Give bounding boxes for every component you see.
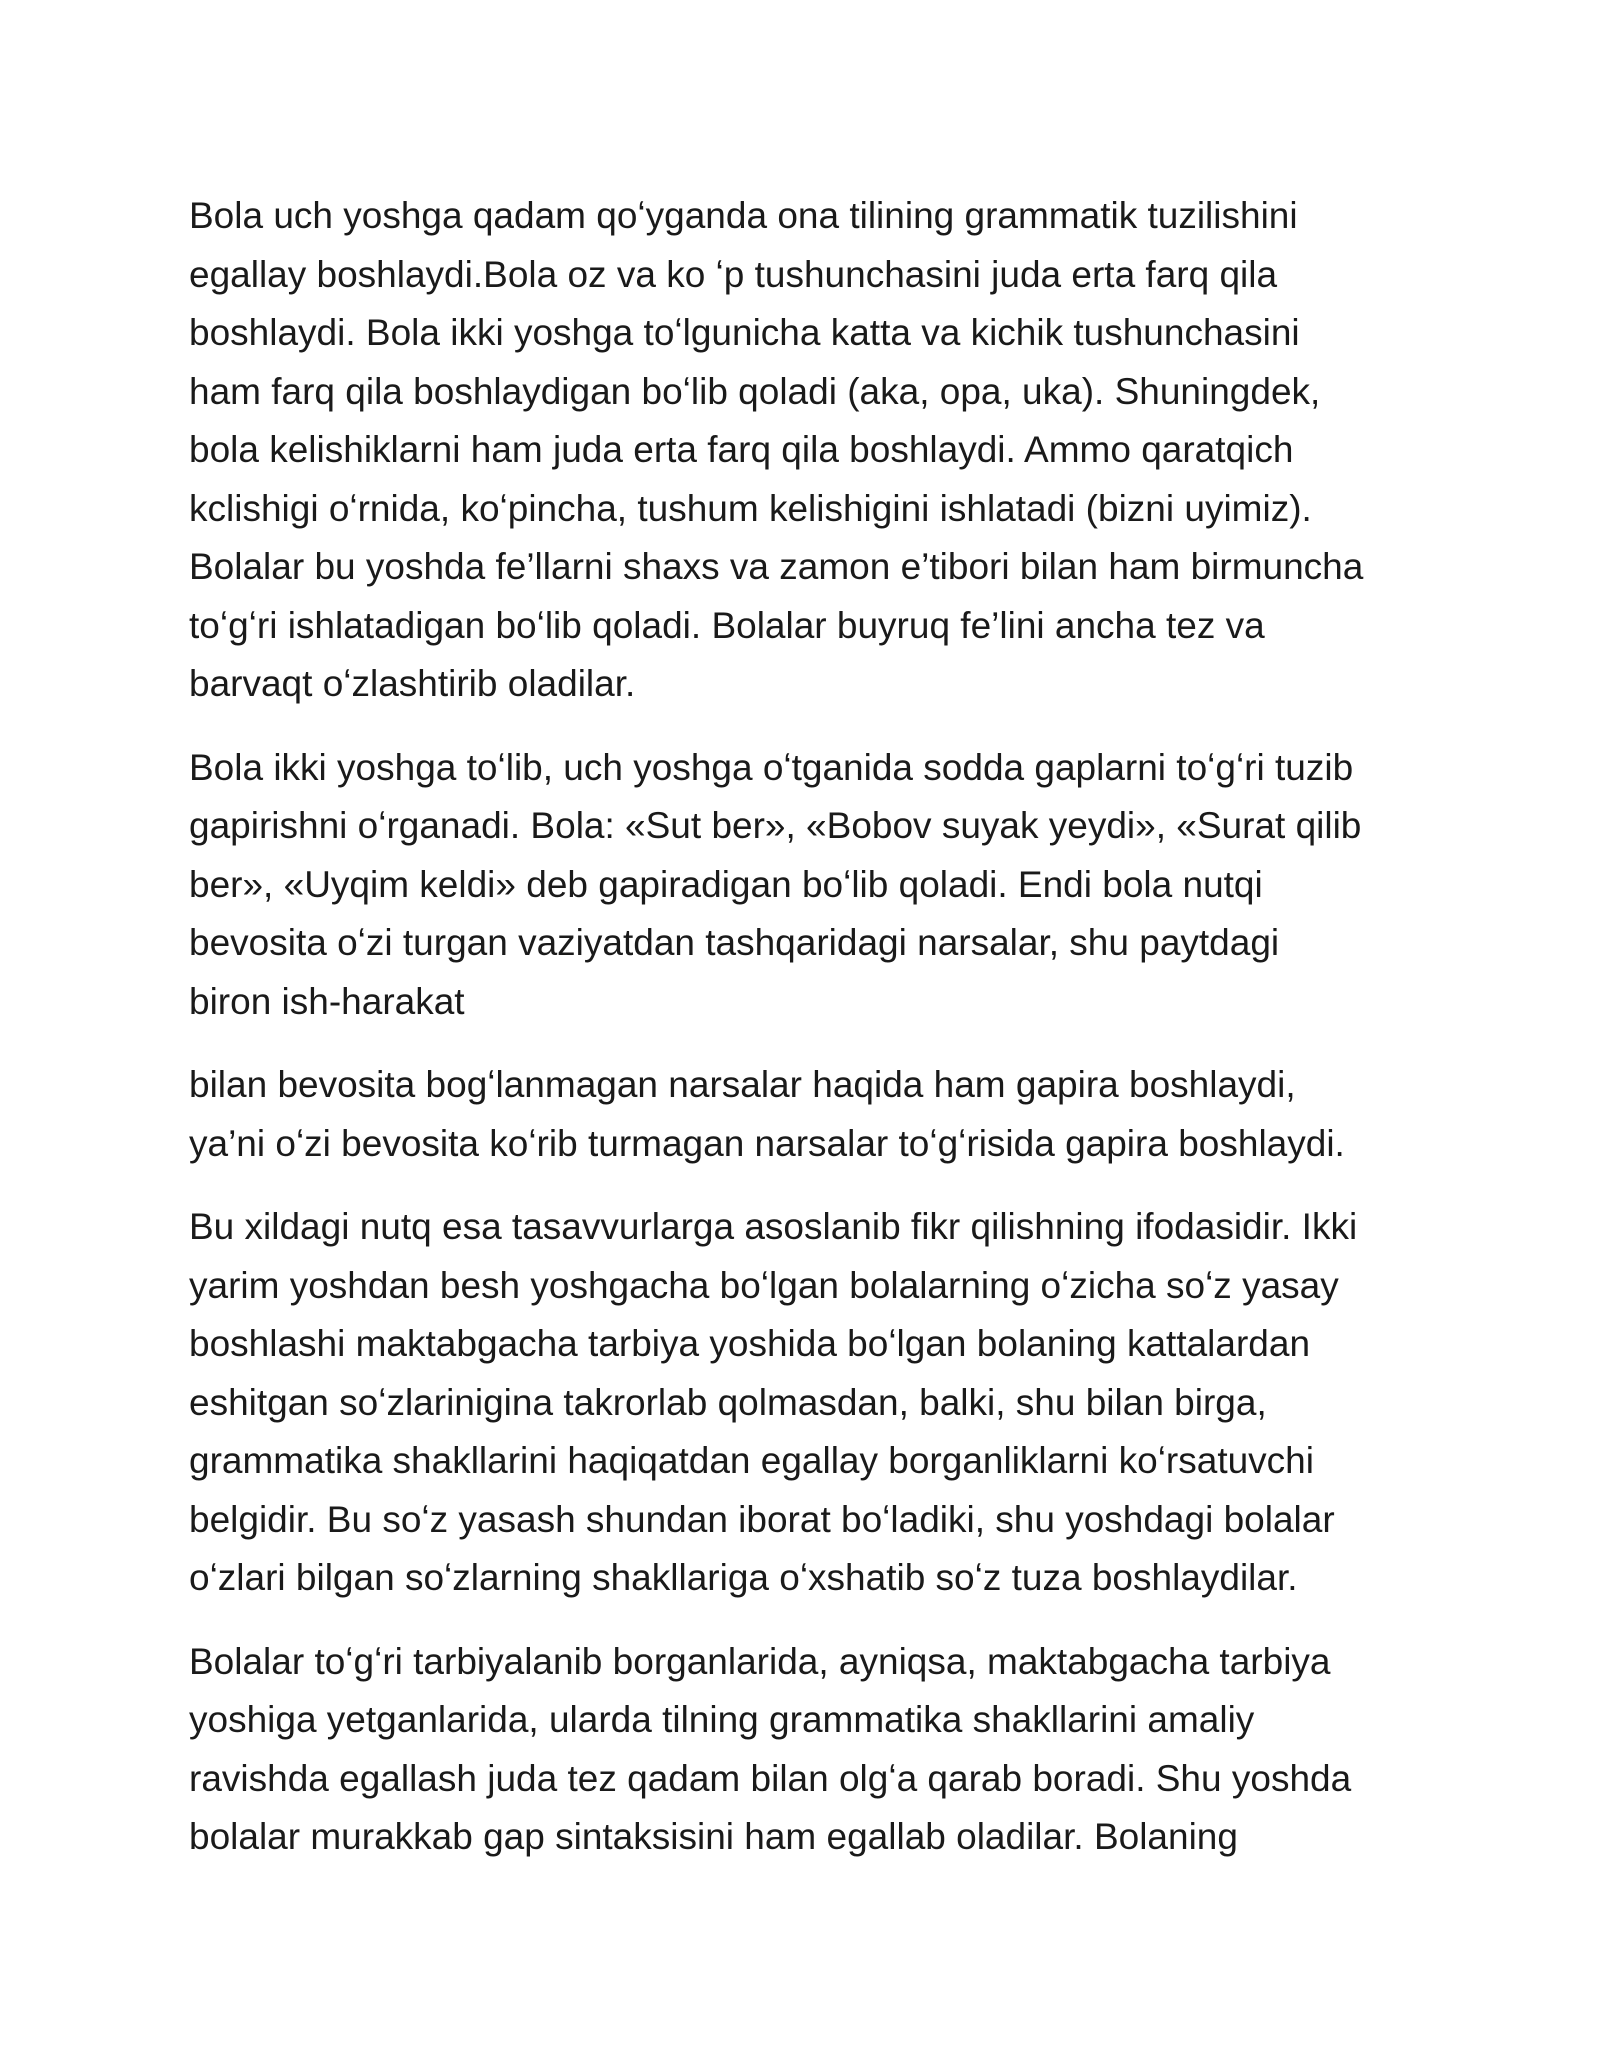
text-line: gapirishni oʻrganadi. Bola: «Sut ber», «Bobov suyak yeydi», «Surat qilib <box>189 805 1362 846</box>
paragraph-5 <box>189 1633 1429 1867</box>
text-line: bola kelishiklarni ham juda erta farq qila boshlaydi. Ammo qaratqich <box>189 429 1294 470</box>
text-line: barvaqt oʻzlashtirib oladilar. <box>189 663 636 704</box>
text-line: boshlashi maktabgacha tarbiya yoshida boʻlgan bolaning kattalardan <box>189 1323 1311 1364</box>
text-line: bilan bevosita bogʻlanmagan narsalar haqida ham gapira boshlaydi, <box>189 1064 1296 1105</box>
paragraph-4 <box>189 1198 1429 1608</box>
text-line: oʻzlari bilgan soʻzlarning shakllariga oʻxshatib soʻz tuza boshlaydilar. <box>189 1557 1298 1598</box>
text-line: bevosita oʻzi turgan vaziyatdan tashqaridagi narsalar, shu paytdagi <box>189 922 1280 963</box>
text-line: boshlaydi. Bola ikki yoshga toʻlgunicha katta va kichik tushunchasini <box>189 312 1300 353</box>
text-line: eshitgan soʻzlarinigina takrorlab qolmasdan, balki, shu bilan birga, <box>189 1381 1267 1423</box>
text-line: grammatika shakllarini haqiqatdan egallay borganliklarni koʻrsatuvchi <box>189 1440 1314 1481</box>
text-line: yoshiga yetganlarida, ularda tilning grammatika shakllarini amaliy <box>189 1699 1255 1740</box>
text-line: Bolalar toʻgʻri tarbiyalanib borganlarida, ayniqsa, maktabgacha tarbiya <box>189 1640 1331 1682</box>
text-line: egallay boshlaydi.Bola oz va ko ʻp tushunchasini juda erta farq qila <box>189 253 1278 295</box>
text-line: belgidir. Bu soʻz yasash shundan iborat boʻladiki, shu yoshdagi bolalar <box>189 1498 1335 1540</box>
text-line: Bu xildagi nutq esa tasavvurlarga asoslanib fikr qilishning ifodasidir. Ikki <box>189 1206 1358 1247</box>
text-line: ham farq qila boshlaydigan boʻlib qoladi (aka, opa, uka). Shuningdek, <box>189 370 1321 412</box>
text-line: ravishda egallash juda tez qadam bilan olgʻa qarab boradi. Shu yoshda <box>189 1757 1352 1799</box>
paragraph-1 <box>189 187 1429 714</box>
text-line: ber», «Uyqim keldi» deb gapiradigan boʻlib qoladi. Endi bola nutqi <box>189 863 1263 905</box>
text-line: bolalar murakkab gap sintaksisini ham egallab oladilar. Bolaning <box>189 1816 1238 1857</box>
text-line: Bola ikki yoshga toʻlib, uch yoshga oʻtganida sodda gaplarni toʻgʻri tuzib <box>189 746 1354 788</box>
text-line: ya’ni oʻzi bevosita koʻrib turmagan narsalar toʻgʻrisida gapira boshlaydi. <box>189 1122 1345 1164</box>
text-line: toʻgʻri ishlatadigan boʻlib qoladi. Bolalar buyruq fe’lini ancha tez va <box>189 604 1265 646</box>
text-line: Bola uch yoshga qadam qoʻyganda ona tilining grammatik tuzilishini <box>189 195 1298 236</box>
paragraph-3 <box>189 1056 1429 1173</box>
text-line: Bolalar bu yoshda fe’llarni shaxs va zamon e’tibori bilan ham birmuncha <box>189 546 1364 587</box>
paragraph-2 <box>189 739 1429 1032</box>
text-line: yarim yoshdan besh yoshgacha boʻlgan bolalarning oʻzicha soʻz yasay <box>189 1264 1339 1306</box>
text-line: biron ish-harakat <box>189 980 465 1022</box>
text-line: kclishigi oʻrnida, koʻpincha, tushum kelishigini ishlatadi (bizni uyimiz). <box>189 487 1312 529</box>
document-body <box>189 187 1429 1892</box>
